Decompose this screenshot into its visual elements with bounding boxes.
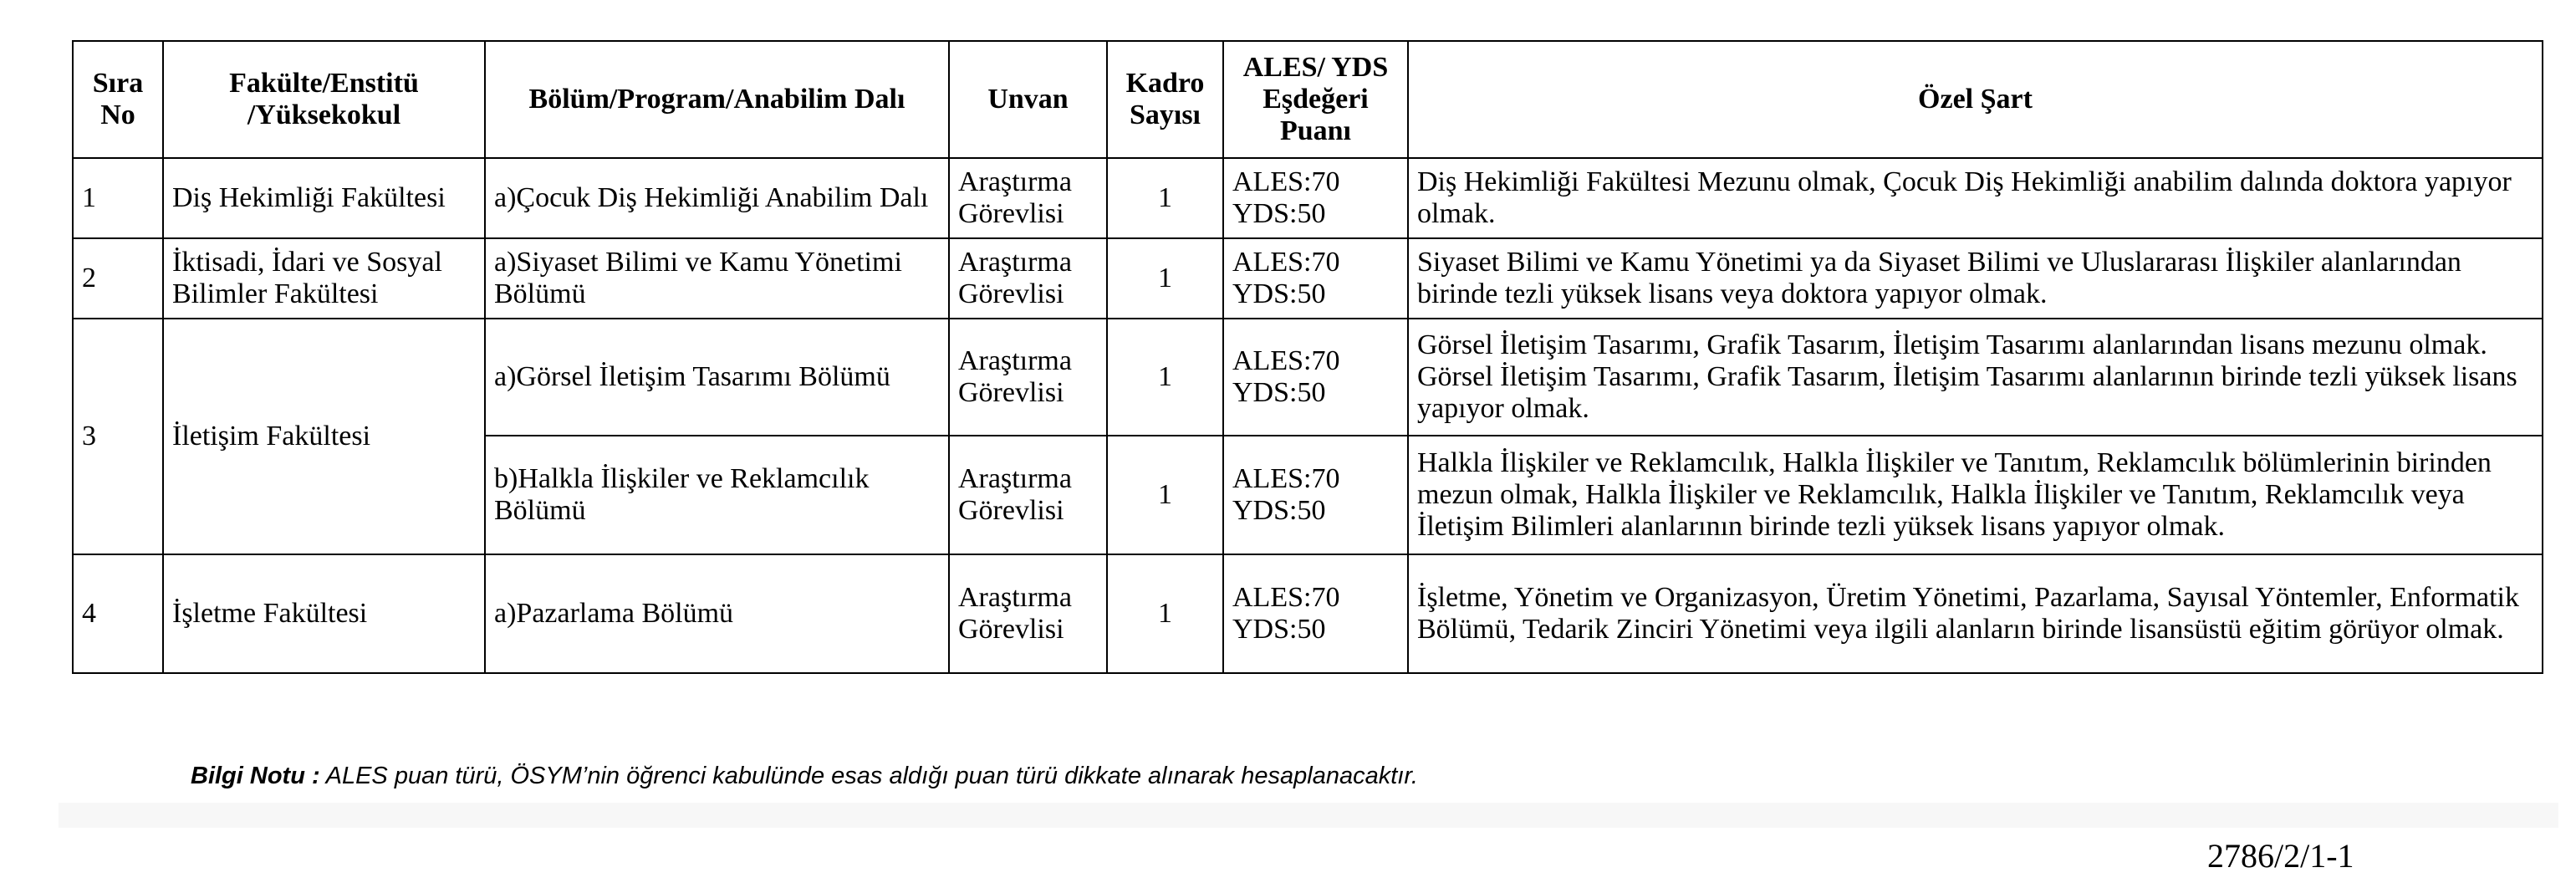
info-note-text: ALES puan türü, ÖSYM’nin öğrenci kabulünde esas aldığı puan türü dikkate alınarak hesaplanacaktır. xyxy=(319,763,1418,789)
ales-score: ALES:70 xyxy=(1232,166,1340,197)
header-ozel: Özel Şart xyxy=(1408,41,2543,158)
cell-fakulte: Diş Hekimliği Fakültesi xyxy=(163,158,485,238)
cell-kadro: 1 xyxy=(1107,319,1223,436)
ales-score: ALES:70 xyxy=(1232,246,1340,278)
positions-table xyxy=(72,40,2543,674)
header-fakulte: Fakülte/Enstitü /Yüksekokul xyxy=(163,41,485,158)
cell-bolum: a)Çocuk Diş Hekimliği Anabilim Dalı xyxy=(485,158,949,238)
cell-bolum: a)Pazarlama Bölümü xyxy=(485,554,949,673)
cell-sira: 4 xyxy=(73,554,163,673)
cell-fakulte: İşletme Fakültesi xyxy=(163,554,485,673)
cell-fakulte: İktisadi, İdari ve Sosyal Bilimler Fakültesi xyxy=(163,238,485,319)
cell-unvan: Araştırma Görevlisi xyxy=(949,319,1107,436)
cell-kadro: 1 xyxy=(1107,238,1223,319)
cell-kadro: 1 xyxy=(1107,158,1223,238)
cell-ales xyxy=(1223,319,1408,436)
cell-unvan: Araştırma Görevlisi xyxy=(949,238,1107,319)
header-kadro: Kadro Sayısı xyxy=(1107,41,1223,158)
cell-sira: 2 xyxy=(73,238,163,319)
header-unvan: Unvan xyxy=(949,41,1107,158)
yds-score: YDS:50 xyxy=(1232,614,1326,645)
yds-score: YDS:50 xyxy=(1232,278,1326,309)
table-row xyxy=(73,238,2543,319)
yds-score: YDS:50 xyxy=(1232,495,1326,526)
cell-ozel: Görsel İletişim Tasarımı, Grafik Tasarım, İletişim Tasarımı alanlarından lisans mezunu olmak. Görsel İletişim Tasarımı, Grafik Tasarım, İletişim Tasarımı alanlarının birinde tezli yüksek lisans yapıyor olmak. xyxy=(1408,319,2543,436)
document-reference: 2786/2/1-1 xyxy=(2207,837,2354,875)
cell-sira: 3 xyxy=(73,319,163,554)
cell-kadro: 1 xyxy=(1107,554,1223,673)
header-bolum: Bölüm/Program/Anabilim Dalı xyxy=(485,41,949,158)
yds-score: YDS:50 xyxy=(1232,377,1326,408)
cell-ozel: İşletme, Yönetim ve Organizasyon, Üretim Yönetimi, Pazarlama, Sayısal Yöntemler, Enformatik Bölümü, Tedarik Zinciri Yönetimi veya ilgili alanların birinde lisansüstü eğitim görüyor olmak. xyxy=(1408,554,2543,673)
header-sira: Sıra No xyxy=(73,41,163,158)
ales-score: ALES:70 xyxy=(1232,462,1340,494)
cell-ales xyxy=(1223,554,1408,673)
cell-ales xyxy=(1223,436,1408,554)
cell-ozel: Siyaset Bilimi ve Kamu Yönetimi ya da Siyaset Bilimi ve Uluslararası İlişkiler alanlarından birinde tezli yüksek lisans veya doktora yapıyor olmak. xyxy=(1408,238,2543,319)
cell-kadro: 1 xyxy=(1107,436,1223,554)
ales-score: ALES:70 xyxy=(1232,344,1340,376)
cell-bolum: a)Görsel İletişim Tasarımı Bölümü xyxy=(485,319,949,436)
cell-unvan: Araştırma Görevlisi xyxy=(949,436,1107,554)
cell-sira: 1 xyxy=(73,158,163,238)
header-ales: ALES/ YDS Eşdeğeri Puanı xyxy=(1223,41,1408,158)
info-note-label: Bilgi Notu : xyxy=(191,763,320,789)
table-row xyxy=(73,319,2543,436)
note-band xyxy=(59,803,2558,828)
cell-unvan: Araştırma Görevlisi xyxy=(949,554,1107,673)
cell-fakulte: İletişim Fakültesi xyxy=(163,319,485,554)
cell-ales xyxy=(1223,238,1408,319)
cell-ozel: Diş Hekimliği Fakültesi Mezunu olmak, Çocuk Diş Hekimliği anabilim dalında doktora yapıyor olmak. xyxy=(1408,158,2543,238)
cell-bolum: b)Halkla İlişkiler ve Reklamcılık Bölümü xyxy=(485,436,949,554)
cell-ales xyxy=(1223,158,1408,238)
table-row xyxy=(73,554,2543,673)
table-row xyxy=(73,158,2543,238)
cell-bolum: a)Siyaset Bilimi ve Kamu Yönetimi Bölümü xyxy=(485,238,949,319)
cell-unvan: Araştırma Görevlisi xyxy=(949,158,1107,238)
ales-score: ALES:70 xyxy=(1232,581,1340,613)
yds-score: YDS:50 xyxy=(1232,198,1326,229)
header-row xyxy=(73,41,2543,158)
info-note xyxy=(191,763,1418,790)
cell-ozel: Halkla İlişkiler ve Reklamcılık, Halkla İlişkiler ve Tanıtım, Reklamcılık bölümlerinin birinden mezun olmak, Halkla İlişkiler ve Reklamcılık, Halkla İlişkiler ve Tanıtım, Reklamcılık veya İletişim Bilimleri alanlarının birinde tezli yüksek lisans yapıyor olmak. xyxy=(1408,436,2543,554)
